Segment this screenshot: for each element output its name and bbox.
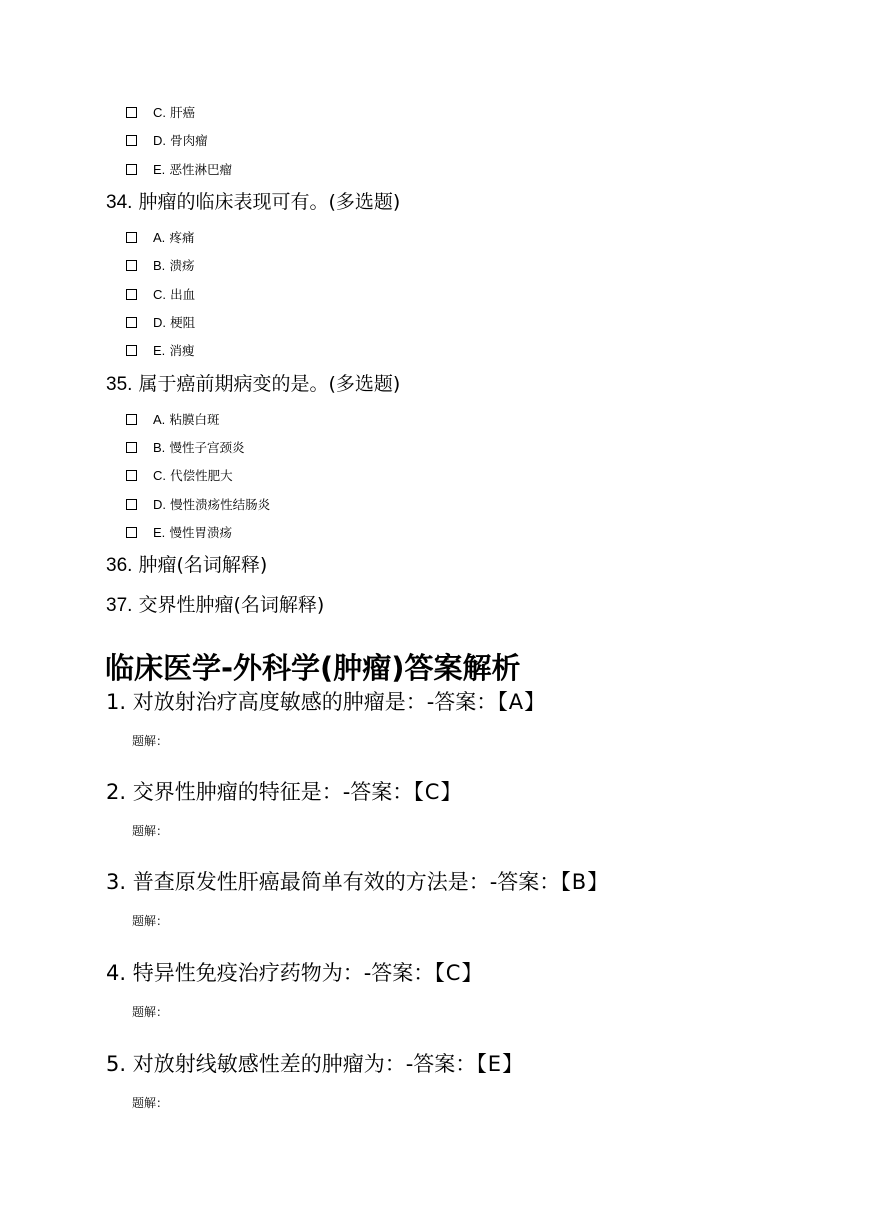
- answer-explanation: 题解：: [132, 1005, 169, 1019]
- option-item: [126, 495, 270, 515]
- option-text: 粘膜白斑: [169, 412, 220, 427]
- option-letter: B.: [153, 258, 166, 273]
- option-letter: C.: [153, 287, 166, 302]
- checkbox-icon[interactable]: [126, 107, 137, 118]
- option-letter: E.: [153, 525, 166, 540]
- question-number: 34.: [106, 192, 133, 213]
- option-item: [126, 313, 195, 333]
- answer-item: [106, 1050, 524, 1078]
- option-item: [126, 160, 232, 180]
- checkbox-icon[interactable]: [126, 317, 137, 328]
- answer-number: 5.: [106, 1052, 127, 1076]
- answer-item: [106, 868, 609, 896]
- answer-text: 交界性肿瘤的特征是：-答案：: [132, 780, 414, 804]
- answer-item: [106, 688, 546, 716]
- option-text: 出血: [170, 287, 196, 302]
- answer-text: 特异性免疫治疗药物为：-答案：: [132, 961, 435, 985]
- answer-mark: 【B】: [560, 870, 610, 894]
- option-text: 慢性溃疡性结肠炎: [170, 497, 271, 512]
- option-text: 肝癌: [170, 105, 196, 120]
- question-number: 36.: [106, 555, 133, 576]
- answer-mark: 【C】: [434, 961, 484, 985]
- question-number: 37.: [106, 595, 133, 616]
- question-34: [106, 190, 400, 215]
- option-item: [126, 103, 195, 123]
- option-letter: C.: [153, 468, 166, 483]
- question-text: 肿瘤(名词解释): [138, 554, 268, 576]
- option-text: 疼痛: [169, 230, 195, 245]
- option-item: [126, 438, 244, 458]
- option-item: [126, 285, 195, 305]
- option-item: [126, 341, 194, 361]
- option-letter: A.: [153, 230, 166, 245]
- option-letter: B.: [153, 440, 166, 455]
- answer-number: 3.: [106, 870, 127, 894]
- option-text: 骨肉瘤: [170, 133, 208, 148]
- question-37: [106, 593, 324, 618]
- answer-number: 4.: [106, 961, 127, 985]
- option-text: 梗阻: [170, 315, 196, 330]
- answer-text: 普查原发性肝癌最简单有效的方法是：-答案：: [132, 870, 561, 894]
- checkbox-icon[interactable]: [126, 135, 137, 146]
- answer-explanation: 题解：: [132, 734, 169, 748]
- checkbox-icon[interactable]: [126, 289, 137, 300]
- option-text: 消瘦: [169, 343, 195, 358]
- option-letter: A.: [153, 412, 166, 427]
- checkbox-icon[interactable]: [126, 260, 137, 271]
- question-number: 35.: [106, 374, 133, 395]
- option-text: 恶性淋巴瘤: [169, 162, 232, 177]
- answer-number: 1.: [106, 690, 127, 714]
- checkbox-icon[interactable]: [126, 345, 137, 356]
- checkbox-icon[interactable]: [126, 414, 137, 425]
- answer-explanation: 题解：: [132, 824, 169, 838]
- checkbox-icon[interactable]: [126, 442, 137, 453]
- option-item: [126, 256, 194, 276]
- question-36: [106, 553, 267, 578]
- answer-mark: 【E】: [476, 1052, 525, 1076]
- answer-item: [106, 959, 483, 987]
- question-text: 肿瘤的临床表现可有。(多选题): [138, 191, 401, 213]
- option-text: 慢性胃溃疡: [169, 525, 232, 540]
- option-text: 慢性子宫颈炎: [169, 440, 245, 455]
- option-letter: E.: [153, 162, 166, 177]
- answer-explanation: 题解：: [132, 1096, 169, 1110]
- answer-mark: 【C】: [413, 780, 463, 804]
- answer-mark: 【A】: [497, 690, 547, 714]
- option-item: [126, 523, 232, 543]
- checkbox-icon[interactable]: [126, 470, 137, 481]
- option-letter: D.: [153, 133, 166, 148]
- option-item: [126, 410, 219, 430]
- answer-item: [106, 778, 462, 806]
- answer-number: 2.: [106, 780, 127, 804]
- question-text: 交界性肿瘤(名词解释): [138, 594, 325, 616]
- answer-explanation: 题解：: [132, 914, 169, 928]
- checkbox-icon[interactable]: [126, 527, 137, 538]
- option-text: 代偿性肥大: [170, 468, 233, 483]
- option-letter: D.: [153, 497, 166, 512]
- option-item: [126, 466, 233, 486]
- option-letter: C.: [153, 105, 166, 120]
- answer-text: 对放射线敏感性差的肿瘤为：-答案：: [132, 1052, 477, 1076]
- checkbox-icon[interactable]: [126, 232, 137, 243]
- option-letter: D.: [153, 315, 166, 330]
- option-item: [126, 131, 208, 151]
- checkbox-icon[interactable]: [126, 499, 137, 510]
- answer-text: 对放射治疗高度敏感的肿瘤是：-答案：: [132, 690, 498, 714]
- question-35: [106, 372, 400, 397]
- option-item: [126, 228, 194, 248]
- answer-section-title: 临床医学-外科学(肿瘤)答案解析: [105, 651, 521, 685]
- option-text: 溃疡: [169, 258, 195, 273]
- option-letter: E.: [153, 343, 166, 358]
- checkbox-icon[interactable]: [126, 164, 137, 175]
- question-text: 属于癌前期病变的是。(多选题): [138, 373, 401, 395]
